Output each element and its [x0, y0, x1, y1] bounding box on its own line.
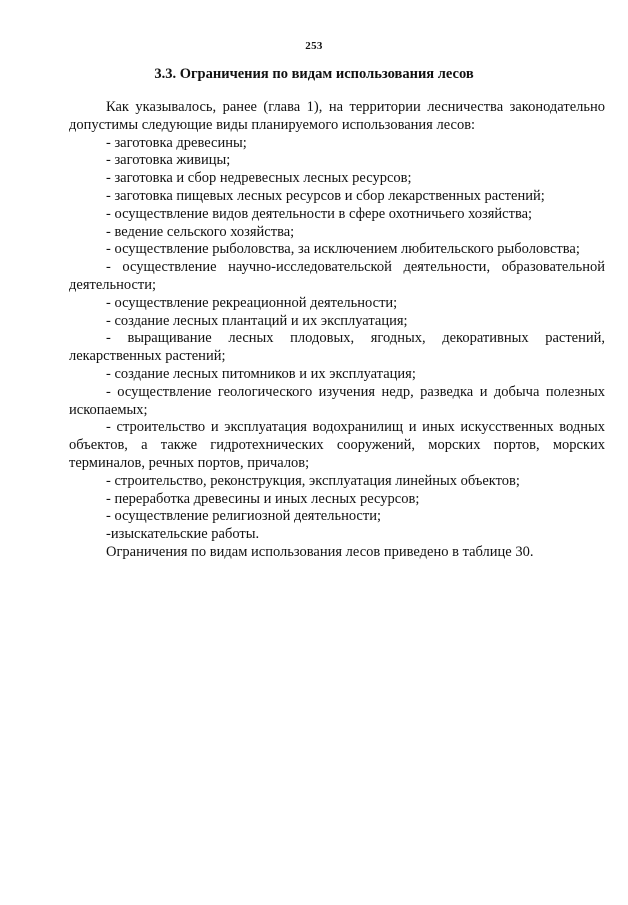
document-body: [69, 99, 605, 562]
list-item: - заготовка живицы;: [106, 152, 231, 169]
page-number: 253: [305, 40, 323, 52]
list-item: - осуществление геологического изучения недр, разведка и добыча полезных ископаемых;: [69, 383, 605, 418]
list-item: - осуществление видов деятельности в сфере охотничьего хозяйства;: [106, 205, 533, 222]
list-item: - выращивание лесных плодовых, ягодных, декоративных растений, лекарственных растений;: [69, 330, 605, 365]
list-item: -изыскательские работы.: [106, 526, 260, 543]
intro-paragraph: Как указывалось, ранее (глава 1), на территории лесничества законодательно допустимы следующие виды планируемого использования лесов:: [69, 99, 605, 133]
list-item: - строительство и эксплуатация водохранилищ и иных искусственных водных объектов, а также гидротехнических сооружений, морских портов, морских терминалов, речных портов, причалов;: [69, 419, 605, 471]
list-item: - переработка древесины и иных лесных ресурсов;: [106, 490, 420, 507]
list-item: - создание лесных питомников и их эксплуатация;: [106, 365, 416, 382]
list-item: - осуществление рыболовства, за исключением любительского рыболовства;: [106, 241, 580, 258]
list-item: - осуществление рекреационной деятельности;: [106, 294, 398, 311]
list-item: - осуществление религиозной деятельности;: [106, 508, 381, 525]
closing-paragraph: Ограничения по видам использования лесов приведено в таблице 30.: [106, 543, 534, 560]
list-item: - осуществление научно-исследовательской деятельности, образовательной деятельности;: [69, 259, 605, 293]
section-heading: 3.3. Ограничения по видам использования лесов: [154, 66, 474, 82]
list-item: - заготовка пищевых лесных ресурсов и сбор лекарственных растений;: [106, 187, 545, 204]
list-item: - заготовка и сбор недревесных лесных ресурсов;: [106, 170, 412, 187]
list-item: - ведение сельского хозяйства;: [106, 223, 295, 240]
list-item: - заготовка древесины;: [106, 134, 247, 151]
list-item: - создание лесных плантаций и их эксплуатация;: [106, 312, 408, 329]
list-item: - строительство, реконструкция, эксплуатация линейных объектов;: [106, 472, 520, 489]
